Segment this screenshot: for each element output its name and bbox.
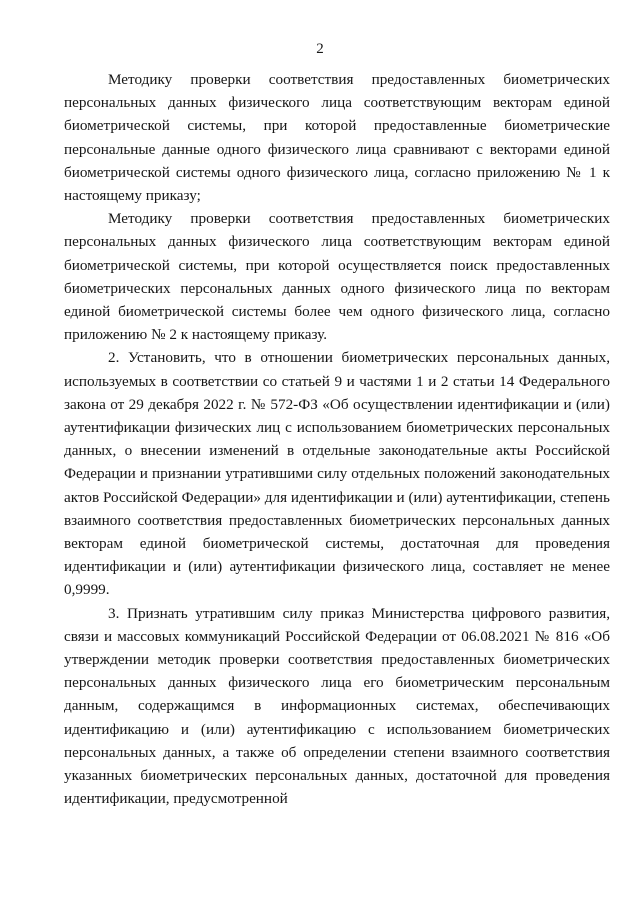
paragraph-methodology-2: Методику проверки соответствия предоставленных биометрических персональных данных физического лица соответствующим векторам единой биометрической системы, при которой осуществляется поиск предоставленных биометрических персональных данных одного физического лица по векторам единой биометрической системы более чем одного физического лица, согласно приложению № 2 к настоящему приказу.: [64, 210, 610, 344]
paragraph-item-3: 3. Признать утратившим силу приказ Министерства цифрового развития, связи и массовых коммуникаций Российской Федерации от 06.08.2021 № 816 «Об утверждении методик проверки соответствия предоставленных биометрических персональных данных физического лица его биометрическим персональным данным, содержащимся в информационных системах, обеспечивающих идентификацию и (или) аутентификацию с использованием биометрических персональных данных, а также об определении степени взаимного соответствия указанных биометрических персональных данных, достаточной для проведения идентификации, предусмотренной: [64, 604, 610, 808]
page-number: 2: [316, 41, 324, 57]
document-body: [64, 68, 610, 811]
paragraph-methodology-1: Методику проверки соответствия предоставленных биометрических персональных данных физического лица соответствующим векторам единой биометрической системы, при которой предоставленные биометрические персональные данные одного физического лица сравнивают с векторами единой биометрической системы одного физического лица, согласно приложению № 1 к настоящему приказу;: [64, 71, 610, 205]
paragraph-item-2: 2. Установить, что в отношении биометрических персональных данных, используемых в соответствии со статьей 9 и частями 1 и 2 статьи 14 Федерального закона от 29 декабря 2022 г. № 572-ФЗ «Об осуществлении идентификации и (или) аутентификации физических лиц с использованием биометрических персональных данных, о внесении изменений в отдельные законодательные акты Российской Федерации и признании утратившими силу отдельных положений законодательных актов Российской Федерации» для идентификации и (или) аутентификации, степень взаимного соответствия предоставленных биометрических персональных данных векторам единой биометрической системы, достаточная для проведения идентификации и (или) аутентификации физического лица, составляет не менее 0,9999.: [64, 349, 610, 599]
